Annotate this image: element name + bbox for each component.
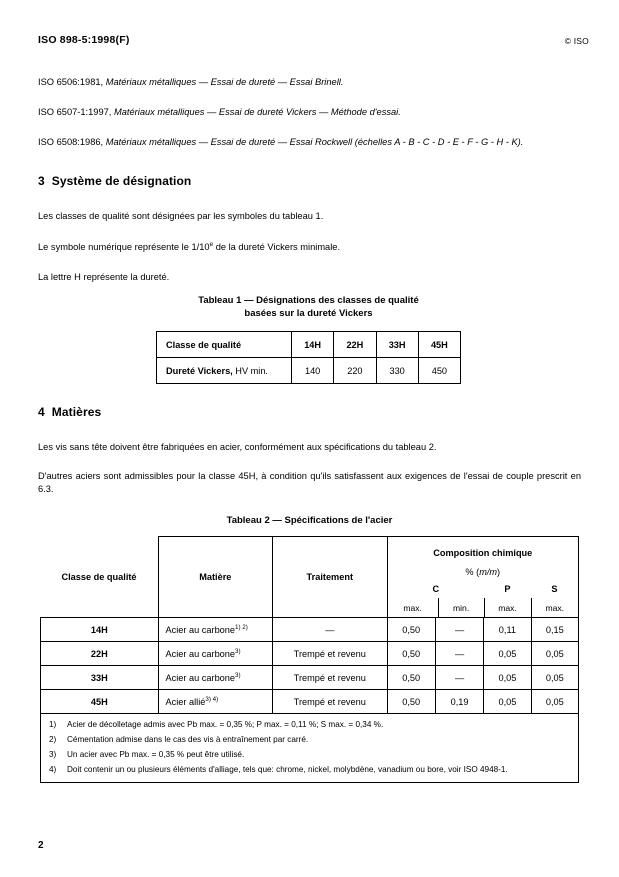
table-2-s-max: 0,05 <box>531 666 578 690</box>
table-2-p-max: 0,05 <box>484 666 531 690</box>
footnote-text: Un acier avec Pb max. = 0,35 % peut être utilisé. <box>67 750 245 759</box>
table-1-class-header: 45H <box>418 332 460 358</box>
reference-id: ISO 6506:1981, <box>38 77 106 87</box>
copyright-mark: © ISO <box>564 36 589 46</box>
footnote-item <box>49 750 570 760</box>
table-2-caption: Tableau 2 — Spécifications de l'acier <box>226 515 393 526</box>
footnote-ref: 3) <box>235 647 241 655</box>
table-2-header-traitement: Traitement <box>273 537 388 618</box>
table-1-hardness-label-rest: HV min. <box>232 365 268 376</box>
clause-4-paragraph-2: D'autres aciers sont admissibles pour la classe 45H, à condition qu'ils satisfassent aux exigences de l'essai de couple prescrit en 6.3. <box>38 471 581 494</box>
table-2-matiere-text: Acier au carbone <box>165 672 236 683</box>
reference-title: Matériaux métalliques — Essai de dureté — Essai Rockwell (échelles A - B - C - D - E - F - G - H - K). <box>105 137 524 147</box>
table-2-footnotes-row <box>41 714 579 783</box>
clause-3-paragraph-2-after: de la dureté Vickers minimale. <box>213 241 341 252</box>
table-1-hardness-label <box>157 358 292 384</box>
table-1-row-header-label: Classe de qualité <box>157 332 292 358</box>
table-2-unit-italic: m/m <box>479 566 498 577</box>
table-2-c-max: 0,50 <box>387 690 435 714</box>
table-2-matiere-text: Acier au carbone <box>165 624 236 635</box>
table-2-classe: 22H <box>41 642 159 666</box>
clause-3-paragraph-3: La lettre H représente la dureté. <box>38 272 170 282</box>
table-1-caption-line-2: basées sur la dureté Vickers <box>244 308 373 319</box>
table-2-header-classe: Classe de qualité <box>41 537 159 618</box>
table-2-matiere <box>158 618 272 642</box>
page-number: 2 <box>38 840 44 851</box>
table-2-element-c: C <box>432 583 440 594</box>
footnote-marker: 2) <box>49 735 57 744</box>
standard-reference: ISO 898-5:1998(F) <box>38 34 130 46</box>
table-2-traitement: Trempé et revenu <box>273 690 388 714</box>
table-2-c-max-label: max. <box>403 602 422 613</box>
clause-3-number: 3 <box>38 174 45 188</box>
table-1-hardness-value: 220 <box>334 358 376 384</box>
table-2-footnotes <box>41 714 579 783</box>
table-2-element-s: S <box>551 583 558 594</box>
footnote-marker: 3) <box>49 750 57 759</box>
footnote-text: Acier de décolletage admis avec Pb max. = 0,35 %; P max. = 0,11 %; S max. = 0,34 %. <box>67 720 384 729</box>
table-2-p-max-label: max. <box>484 598 531 617</box>
table-2-s-max: 0,05 <box>531 690 578 714</box>
table-2-matiere <box>158 690 272 714</box>
table-2-matiere-text: Acier au carbone <box>165 648 236 659</box>
table-2 <box>40 536 579 783</box>
table-2-element-p: P <box>504 583 511 594</box>
footnote-marker: 1) <box>49 720 57 729</box>
ordinal-superscript: e <box>209 240 214 248</box>
footnote-marker: 4) <box>49 765 57 774</box>
table-2-classe: 33H <box>41 666 159 690</box>
table-1-class-header: 14H <box>292 332 334 358</box>
table-row <box>41 690 579 714</box>
table-row <box>41 666 579 690</box>
table-2-unit-prefix: % ( <box>465 566 480 577</box>
table-row <box>41 642 579 666</box>
clause-3-paragraph-2 <box>38 241 581 254</box>
table-1-class-header: 22H <box>334 332 376 358</box>
table-2-s-max: 0,15 <box>531 618 578 642</box>
clause-4-number: 4 <box>38 404 45 419</box>
table-row <box>41 618 579 642</box>
table-1-caption-line-1: Tableau 1 — Désignations des classes de qualité <box>198 295 419 306</box>
footnote-item <box>49 720 570 730</box>
reference-item <box>38 76 581 88</box>
table-2-c-max: 0,50 <box>387 642 435 666</box>
table-2-traitement: — <box>273 618 388 642</box>
table-2-matiere-text: Acier allié <box>165 696 206 707</box>
table-2-classe: 14H <box>41 618 159 642</box>
table-2-p-max: 0,11 <box>484 618 531 642</box>
table-2-header-unit <box>387 561 578 579</box>
footnote-ref: 3) 4) <box>205 695 219 703</box>
table-1-hardness-value: 140 <box>292 358 334 384</box>
clause-3-title: Système de désignation <box>51 174 192 188</box>
footnote-item <box>49 765 570 775</box>
table-2-wrapper <box>40 536 579 783</box>
table-2-matiere <box>158 666 272 690</box>
table-2-element-symbols-row <box>388 579 578 598</box>
table-2-traitement: Trempé et revenu <box>273 642 388 666</box>
table-row <box>157 332 461 358</box>
table-2-traitement: Trempé et revenu <box>273 666 388 690</box>
table-2-c-max: 0,50 <box>387 618 435 642</box>
reference-id: ISO 6508:1986, <box>38 137 106 147</box>
clause-3-paragraph-1: Les classes de qualité sont désignées par les symboles du tableau 1. <box>38 211 324 221</box>
clause-4-heading <box>38 405 581 419</box>
table-1-class-header: 33H <box>376 332 418 358</box>
table-2-classe: 45H <box>41 690 159 714</box>
footnote-text: Doit contenir un ou plusieurs éléments d'alliage, tels que: chrome, nickel, molybdène, vanadium ou bore, voir ISO 4948-1. <box>67 765 508 774</box>
clause-3-paragraph-2-before: Le symbole numérique représente le 1/10 <box>38 241 210 252</box>
table-2-s-max: 0,05 <box>531 642 578 666</box>
footnote-ref: 3) <box>235 671 241 679</box>
table-1-wrapper <box>156 331 461 384</box>
reference-item <box>38 106 581 118</box>
clause-4-paragraph-1: Les vis sans tête doivent être fabriquées en acier, conformément aux spécifications du tableau 2. <box>38 441 437 452</box>
table-2-header-row-1 <box>41 537 579 562</box>
table-2-c-min: — <box>435 666 483 690</box>
table-row <box>157 358 461 384</box>
document-body <box>38 76 581 495</box>
table-2-matiere <box>158 642 272 666</box>
table-2-header-composition: Composition chimique <box>387 537 578 562</box>
table-1-hardness-value: 330 <box>376 358 418 384</box>
clause-4-title: Matières <box>51 404 102 419</box>
table-2-c-min: — <box>435 642 483 666</box>
table-2-unit-suffix: ) <box>497 566 501 577</box>
footnote-item <box>49 735 570 745</box>
clause-3-heading <box>38 174 581 188</box>
table-2-p-max: 0,05 <box>484 642 531 666</box>
table-2-s-max-label: max. <box>531 598 578 617</box>
table-2-c-min: 0,19 <box>435 690 483 714</box>
table-2-header-matiere: Matière <box>158 537 272 618</box>
table-1 <box>156 331 461 384</box>
table-2-element-header-block <box>387 579 578 618</box>
reference-title: Matériaux métalliques — Essai de dureté Vickers — Méthode d'essai. <box>113 107 401 117</box>
table-2-p-max: 0,05 <box>484 690 531 714</box>
footnote-text: Cémentation admise dans le cas des vis à entraînement par carré. <box>67 735 309 744</box>
running-header <box>38 34 589 50</box>
table-1-hardness-value: 450 <box>418 358 460 384</box>
reference-item <box>38 136 581 148</box>
table-2-c-max: 0,50 <box>387 666 435 690</box>
table-2-c-min: — <box>435 618 483 642</box>
reference-id: ISO 6507-1:1997, <box>38 107 114 117</box>
table-2-c-min-label: min. <box>438 598 484 617</box>
table-2-element-qualifier-row <box>388 598 578 617</box>
footnote-ref: 1) 2) <box>235 623 248 631</box>
table-1-caption <box>156 294 461 320</box>
table-1-hardness-label-bold: Dureté Vickers, <box>166 365 233 376</box>
reference-title: Matériaux métalliques — Essai de dureté — Essai Brinell. <box>105 77 344 87</box>
